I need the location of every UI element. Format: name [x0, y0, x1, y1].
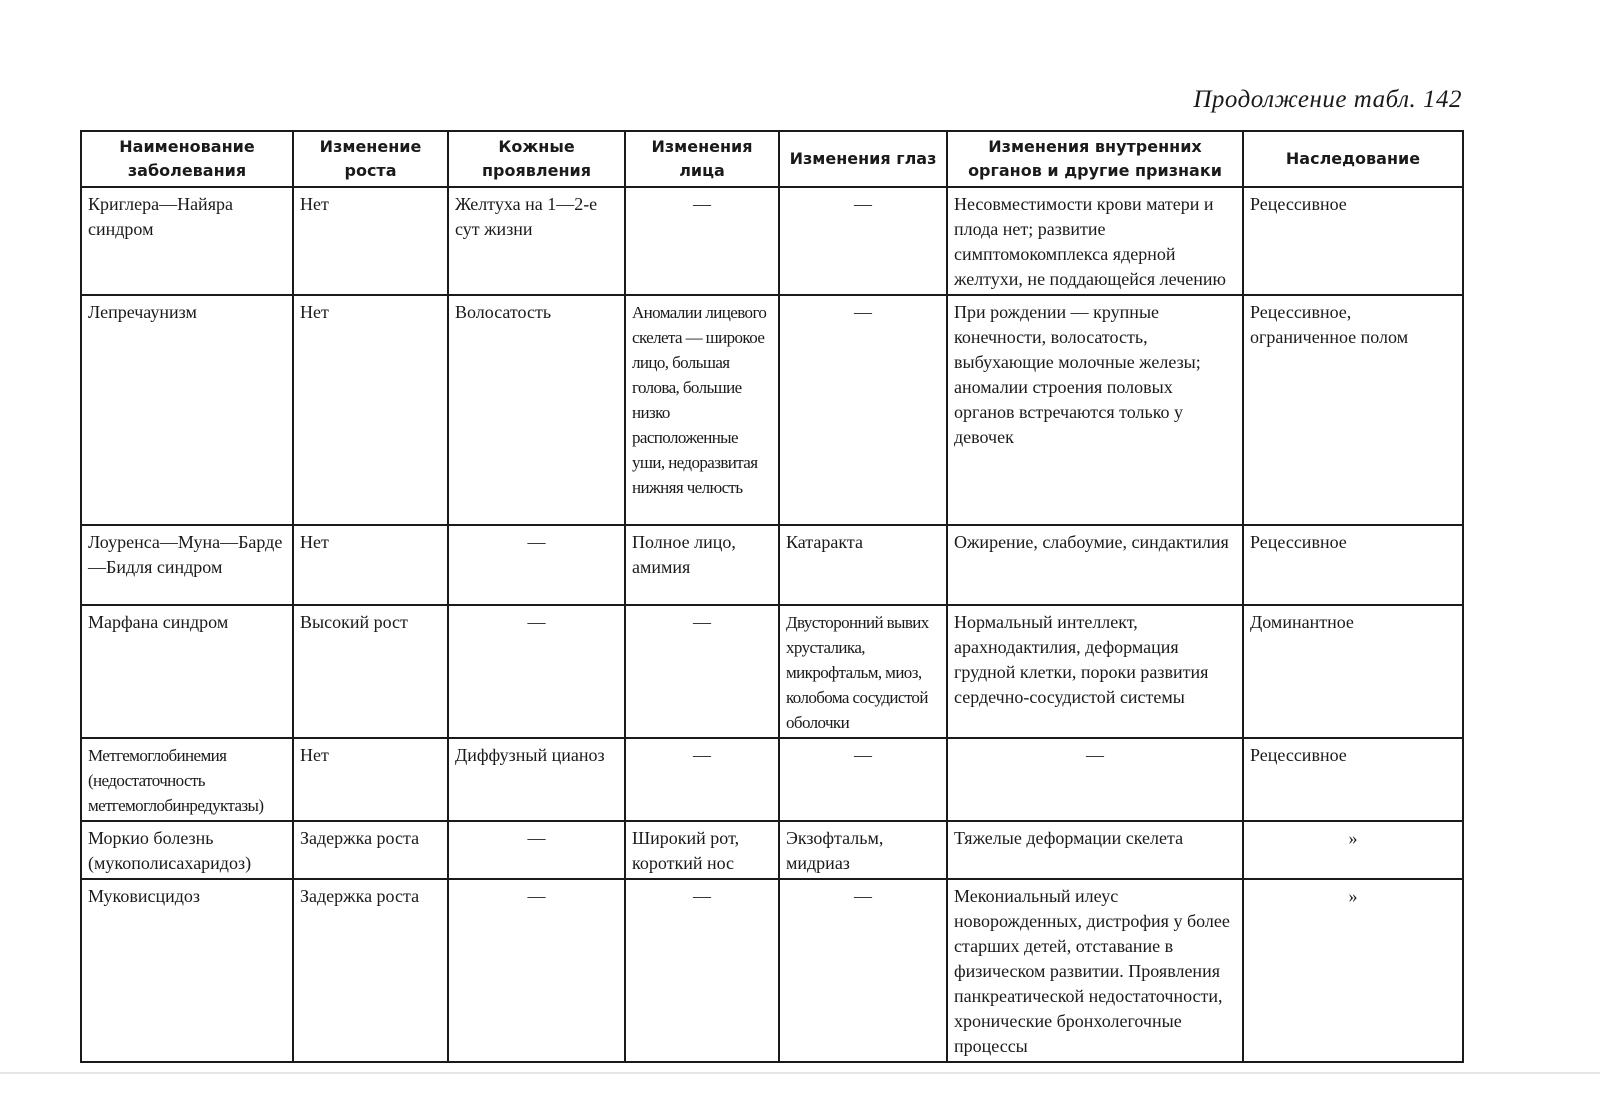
- cell-face: —: [625, 187, 779, 295]
- cell-skin: —: [448, 821, 625, 879]
- cell-growth: Задержка роста: [293, 821, 448, 879]
- cell-inheritance: Рецессивное, ограниченное полом: [1243, 295, 1463, 525]
- header-growth-change: Изменение роста: [293, 131, 448, 187]
- cell-inheritance: Рецессивное: [1243, 525, 1463, 605]
- cell-eyes-text: Двусторонний вывих хрусталика, микрофтальм, миоз, колобома сосудистой оболочки: [786, 613, 929, 732]
- cell-organs: Нормальный интеллект, арахнодактилия, деформация грудной клетки, пороки развития сердечно-сосудистой системы: [947, 605, 1243, 738]
- cell-eyes: —: [779, 879, 947, 1062]
- cell-eyes: —: [779, 187, 947, 295]
- cell-organs: При рождении — крупные конечности, волосатость, выбухающие молочные железы; аномалии строения половых органов встречаются только у девочек: [947, 295, 1243, 525]
- cell-face: —: [625, 738, 779, 821]
- cell-inheritance: »: [1243, 879, 1463, 1062]
- diseases-table: [80, 130, 1464, 1063]
- cell-growth: Нет: [293, 295, 448, 525]
- cell-inheritance: Рецессивное: [1243, 187, 1463, 295]
- cell-organs: Тяжелые деформации скелета: [947, 821, 1243, 879]
- cell-disease-name: Лепречаунизм: [81, 295, 293, 525]
- header-internal-organs: Изменения внутренних органов и другие признаки: [947, 131, 1243, 187]
- table-row: [81, 738, 1463, 821]
- cell-disease-name: [81, 738, 293, 821]
- header-inheritance: Наследование: [1243, 131, 1463, 187]
- cell-disease-name: Муковисцидоз: [81, 879, 293, 1062]
- cell-skin: Диффузный цианоз: [448, 738, 625, 821]
- cell-disease-name-text: Метгемоглобинемия (недостаточность метгемоглобинредуктазы): [88, 746, 264, 815]
- cell-eyes: Катаракта: [779, 525, 947, 605]
- cell-face: —: [625, 879, 779, 1062]
- header-row: [81, 131, 1463, 187]
- cell-skin: Желтуха на 1—2-е сут жизни: [448, 187, 625, 295]
- cell-growth: Высокий рост: [293, 605, 448, 738]
- cell-growth: Нет: [293, 525, 448, 605]
- table-row: [81, 295, 1463, 525]
- cell-growth: Задержка роста: [293, 879, 448, 1062]
- cell-growth: Нет: [293, 738, 448, 821]
- cell-inheritance: »: [1243, 821, 1463, 879]
- cell-face: Полное лицо, амимия: [625, 525, 779, 605]
- table-row: [81, 187, 1463, 295]
- cell-organs: —: [947, 738, 1243, 821]
- cell-eyes: —: [779, 738, 947, 821]
- cell-eyes: [779, 605, 947, 738]
- cell-face: Широкий рот, короткий нос: [625, 821, 779, 879]
- cell-face: —: [625, 605, 779, 738]
- header-disease-name: Наименование заболевания: [81, 131, 293, 187]
- header-face-changes: Изменения лица: [625, 131, 779, 187]
- cell-disease-name: Лоуренса—Муна—Барде—Бидля синдром: [81, 525, 293, 605]
- table-row: [81, 879, 1463, 1062]
- cell-organs: Ожирение, слабоумие, синдактилия: [947, 525, 1243, 605]
- cell-face: [625, 295, 779, 525]
- cell-organs: Мекониальный илеус новорожденных, дистрофия у более старших детей, отставание в физическом развитии. Проявления панкреатической недостаточности, хронические бронхолегочные процессы: [947, 879, 1243, 1062]
- table-row: [81, 525, 1463, 605]
- cell-disease-name: Криглера—Найяра синдром: [81, 187, 293, 295]
- table-row: [81, 821, 1463, 879]
- cell-eyes: Экзофтальм, мидриаз: [779, 821, 947, 879]
- cell-skin: —: [448, 605, 625, 738]
- cell-disease-name: Моркио болезнь (мукополисахаридоз): [81, 821, 293, 879]
- cell-organs: Несовместимости крови матери и плода нет; развитие симптомокомплекса ядерной желтухи, не поддающейся лечению: [947, 187, 1243, 295]
- header-skin-manifestations: Кожные проявления: [448, 131, 625, 187]
- header-eye-changes: Изменения глаз: [779, 131, 947, 187]
- table-continuation-caption: Продолжение табл. 142: [1193, 86, 1462, 113]
- page-edge-divider: [0, 1072, 1600, 1074]
- cell-face-text: Аномалии лицевого скелета — широкое лицо, большая голова, большие низко расположенные уши, недоразвитая нижняя челюсть: [632, 303, 767, 497]
- cell-skin: —: [448, 879, 625, 1062]
- cell-growth: Нет: [293, 187, 448, 295]
- cell-skin: Волосатость: [448, 295, 625, 525]
- table-row: [81, 605, 1463, 738]
- cell-skin: —: [448, 525, 625, 605]
- cell-eyes: —: [779, 295, 947, 525]
- cell-disease-name: Марфана синдром: [81, 605, 293, 738]
- cell-inheritance: Рецессивное: [1243, 738, 1463, 821]
- cell-inheritance: Доминантное: [1243, 605, 1463, 738]
